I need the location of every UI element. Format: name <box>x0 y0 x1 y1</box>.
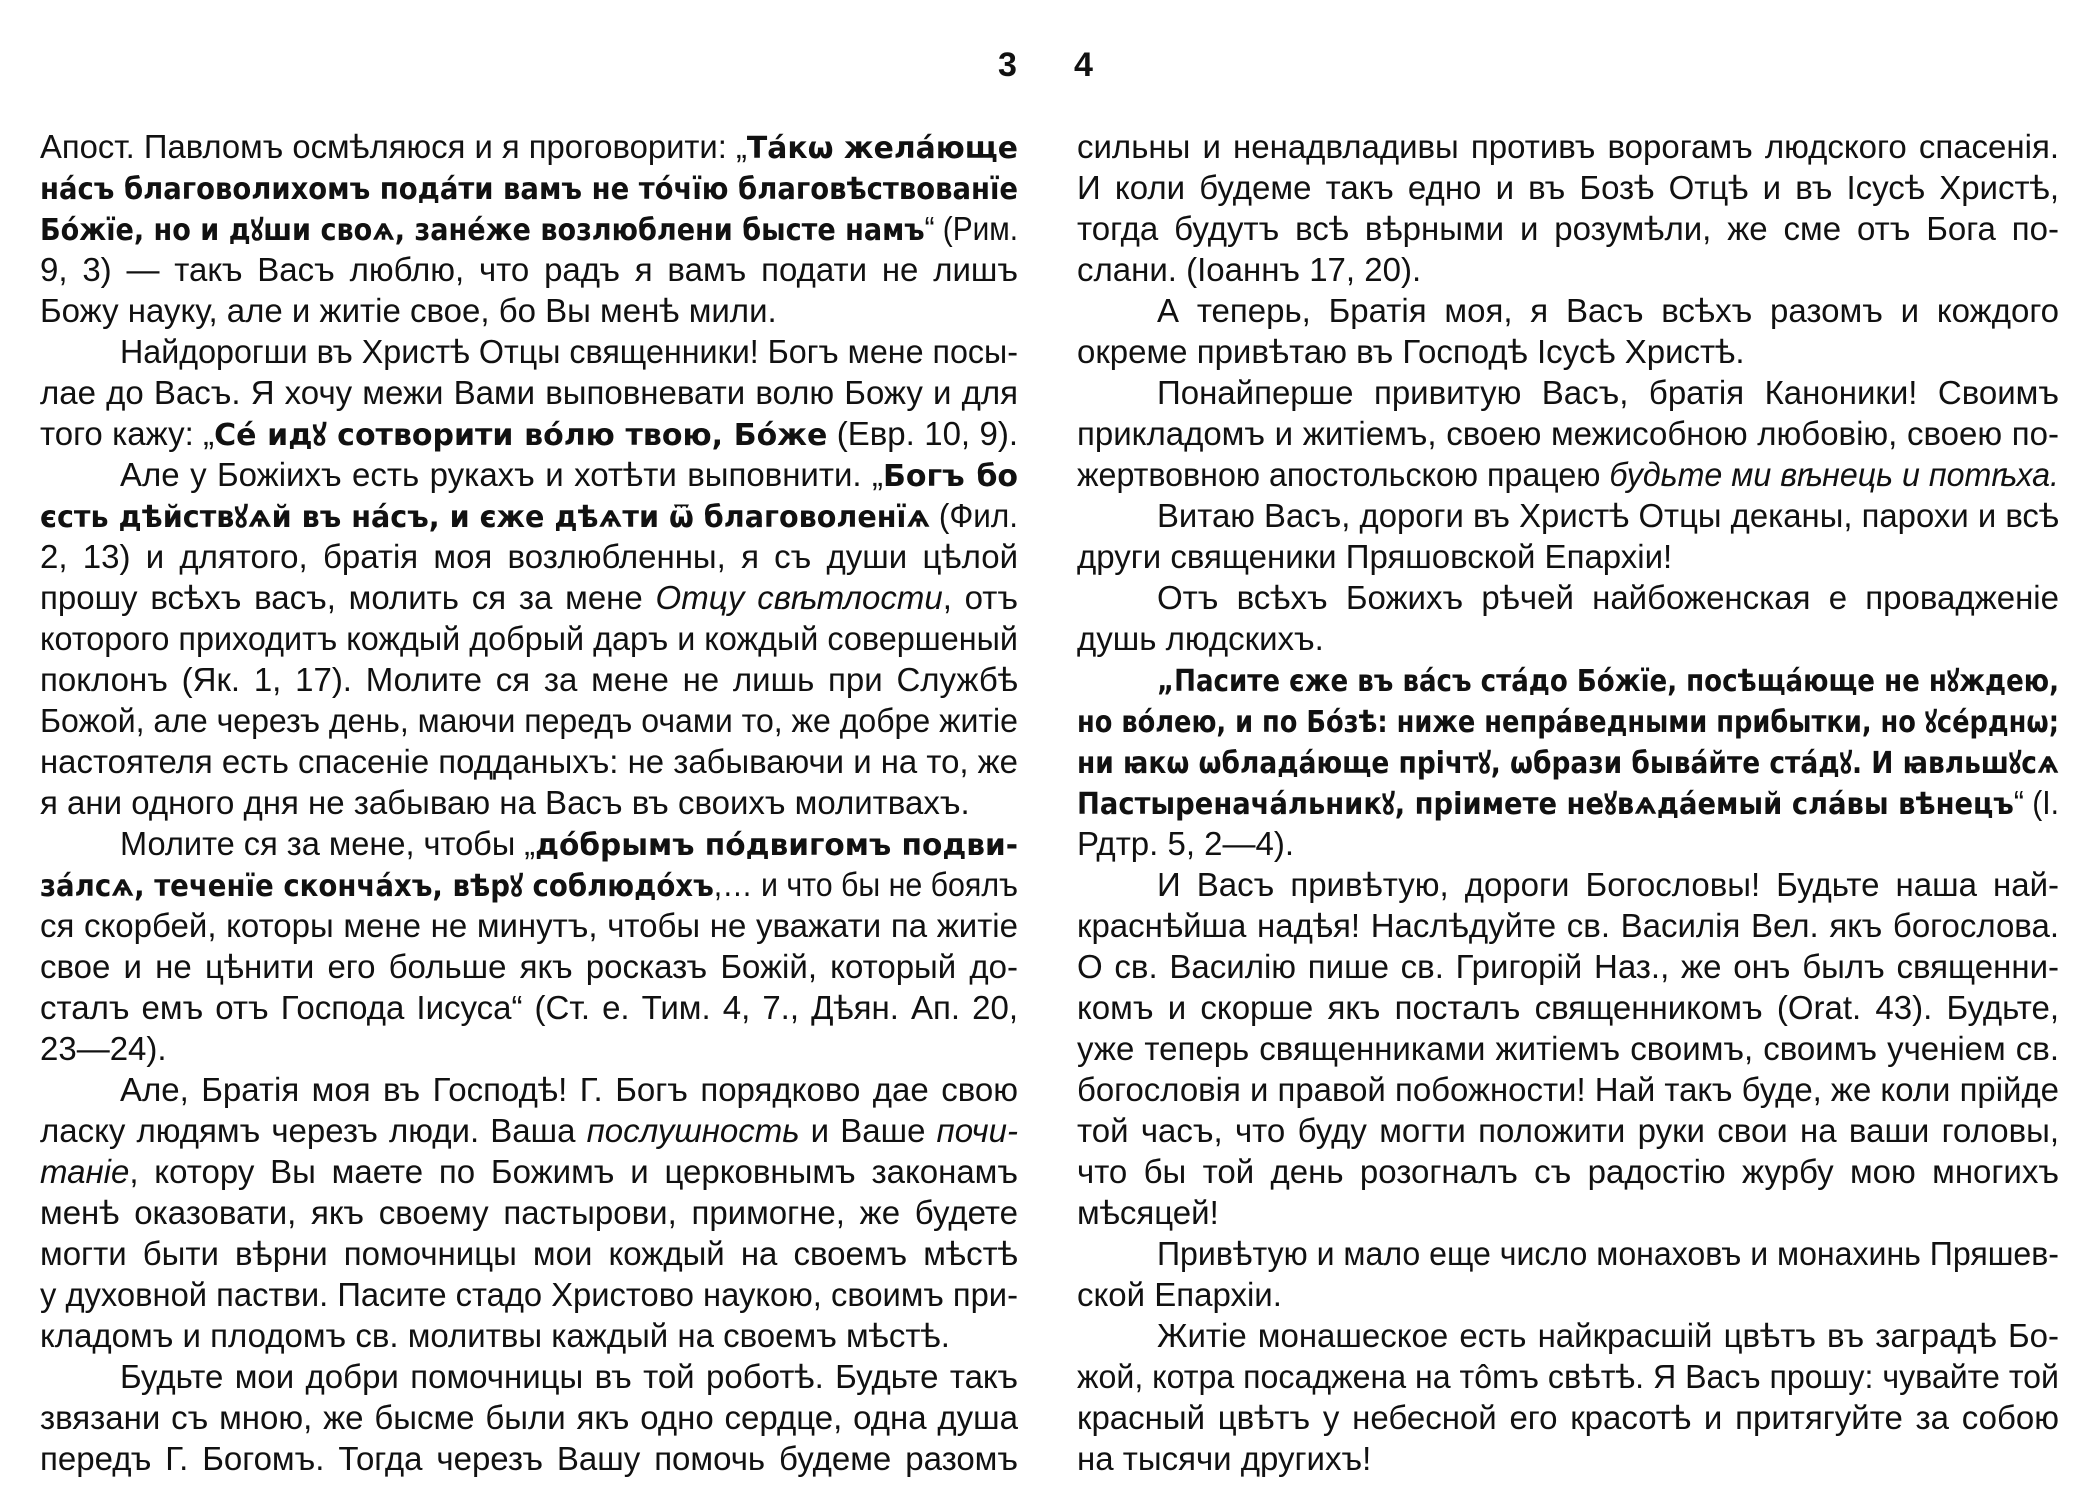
text-segment: Будьте мои добри помочницы въ той роботѣ. Будьте такъ <box>120 1358 1018 1395</box>
text-segment: О св. Василію пише св. Григорій Наз., же онъ былъ священни- <box>1077 948 2059 985</box>
text-line <box>1077 495 2059 536</box>
text-line <box>40 208 1018 249</box>
text-line <box>40 1233 1018 1274</box>
text-line <box>1077 372 2059 413</box>
text-segment: уже теперь священниками житіемъ своимъ, своимъ ученіем св. <box>1077 1030 2059 1067</box>
text-segment: Але, Братія моя въ Господѣ! Г. Богъ порядково дае свою <box>120 1071 1018 1108</box>
text-line <box>40 946 1018 987</box>
text-line <box>1077 208 2059 249</box>
church-slavonic-quote: „Пасите єже въ вáсъ стáдо Бóжїе, посѣщáюще не нꙋждею, <box>1157 664 2059 699</box>
text-segment: Витаю Васъ, дороги въ Христѣ Отцы деканы, парохи и всѣ <box>1157 497 2059 534</box>
text-segment: Найдорогши въ Христѣ Отцы священники! Богъ мене посы- <box>120 333 1018 370</box>
text-line <box>40 1397 1018 1438</box>
text-segment: прошу всѣхъ васъ, молить ся за мене <box>40 579 656 616</box>
text-segment: 23—24). <box>40 1030 167 1067</box>
text-line <box>1077 577 2059 618</box>
text-line <box>1077 741 2059 782</box>
text-line <box>40 126 1018 167</box>
text-segment: ,… и что бы не боялъ <box>713 866 1018 903</box>
text-line <box>40 1356 1018 1397</box>
text-line <box>1077 1274 2059 1315</box>
text-line <box>40 495 1018 536</box>
text-line <box>1077 1397 2059 1438</box>
text-line <box>40 1069 1018 1110</box>
text-segment: сильны и ненадвладивы противъ ворогамъ людского спасенія. <box>1077 128 2059 165</box>
text-line <box>1077 536 2059 577</box>
text-line <box>1077 987 2059 1028</box>
text-line <box>1077 1028 2059 1069</box>
text-segment: которого приходитъ кождый добрый даръ и кождый совершеный <box>40 620 1018 657</box>
text-segment: я ани одного дня не забываю на Васъ въ своихъ молитвахъ. <box>40 784 970 821</box>
church-slavonic-quote: Бóжїе, но и дꙋши своѧ, занéже возлюблени бысте намъ <box>40 213 925 248</box>
text-segment: “ (I. <box>2013 784 2059 821</box>
text-line <box>1077 1233 2059 1274</box>
church-slavonic-quote: Пастыреначáльникꙋ, пріимете неꙋвѧдáемый слáвы вѣнецъ <box>1077 787 2014 822</box>
church-slavonic-quote: єсть дѣйствꙋѧй въ нáсъ, и єже дѣѧти ѿ благоволенїѧ <box>40 500 931 535</box>
text-segment: жой, котра посаджена на тômъ свѣтѣ. Я Васъ прошу: чувайте той <box>1077 1358 2059 1395</box>
text-segment: комъ и скорше якъ посталъ священникомъ (Orat. 43). Будьте, <box>1077 989 2059 1026</box>
text-segment: И Васъ привѣтую, дороги Богословы! Будьте наша най- <box>1157 866 2059 903</box>
text-segment: , котору Вы маете по Божимъ и церковнымъ законамъ <box>129 1153 1018 1190</box>
text-line <box>40 536 1018 577</box>
text-segment: богословія и правой побожности! Най такъ буде, же коли прійде <box>1077 1071 2059 1108</box>
text-segment: Понайперше привитую Васъ, братія Каноники! Своимъ <box>1157 374 2059 411</box>
text-line <box>40 249 1018 290</box>
text-segment: что бы той день розогналъ съ радостію журбу мою многихъ <box>1077 1153 2059 1190</box>
text-line <box>1077 700 2059 741</box>
italic-text: послушность <box>586 1112 800 1149</box>
text-segment: красный цвѣтъ у небесной его красотѣ и притягуйте за собою <box>1077 1399 2059 1436</box>
text-line <box>40 413 1018 454</box>
italic-text: таніе <box>40 1153 130 1190</box>
text-line <box>40 782 1018 823</box>
text-segment: у духовной пастви. Пасите стадо Христово наукою, своимъ при- <box>40 1276 1018 1313</box>
text-segment: Але у Божіихъ есть рукахъ и хотѣти выповнити. „ <box>120 456 884 493</box>
church-slavonic-quote: Сé идꙋ сотворити вóлю твою, Бóже <box>214 418 828 453</box>
church-slavonic-quote: но вóлею, и по Бóзѣ: ниже непрáведными прибытки, но ꙋсéрднѡ; <box>1077 705 2059 740</box>
text-segment: Привѣтую и мало еще число монаховъ и монахинь Пряшев- <box>1157 1235 2059 1272</box>
text-line <box>1077 1315 2059 1356</box>
text-line <box>1077 1356 2059 1397</box>
text-line <box>40 290 1018 331</box>
text-segment: окреме привѣтаю въ Господѣ Ісусѣ Христѣ. <box>1077 333 1745 370</box>
text-segment: Молите ся за мене, чтобы „ <box>120 825 536 862</box>
text-segment: звязани съ мною, же бысме были якъ одно сердце, одна душа <box>40 1399 1018 1436</box>
text-segment: на тысячи другихъ! <box>1077 1440 1372 1477</box>
text-line <box>1077 331 2059 372</box>
text-segment: 2, 13) и длятого, братія моя возлюбленны, я съ души цѣлой <box>40 538 1018 575</box>
text-line <box>1077 290 2059 331</box>
text-line <box>1077 1438 2059 1479</box>
church-slavonic-quote: Тáкѡ желáюще <box>746 131 1018 166</box>
text-line <box>40 659 1018 700</box>
text-line <box>40 1192 1018 1233</box>
text-segment: Житіе монашеское есть найкрасшій цвѣтъ въ заградѣ Бо- <box>1157 1317 2059 1354</box>
text-segment: того кажу: „ <box>40 415 215 452</box>
text-line <box>40 823 1018 864</box>
text-segment: , отъ <box>942 579 1019 616</box>
text-segment: тогда будутъ всѣ вѣрными и розумѣли, же сме отъ Бога по- <box>1077 210 2059 247</box>
text-segment: менѣ оказовати, якъ своему пастырови, примогне, же будете <box>40 1194 1018 1231</box>
text-line <box>40 741 1018 782</box>
italic-text: будьте ми вѣнець и потѣха. <box>1609 456 2059 493</box>
church-slavonic-quote: Богъ бо <box>883 459 1019 494</box>
text-line <box>40 331 1018 372</box>
text-segment: душь людскихъ. <box>1077 620 1324 657</box>
page-number-right: 4 <box>1074 46 1093 84</box>
text-line <box>40 1151 1018 1192</box>
text-line <box>1077 823 2059 864</box>
text-line <box>1077 618 2059 659</box>
left-page-text-column <box>40 126 1018 1479</box>
text-segment: Апост. Павломъ осмѣляюся и я проговорити: „ <box>40 128 747 165</box>
text-line <box>1077 864 2059 905</box>
text-line <box>40 905 1018 946</box>
text-line <box>40 167 1018 208</box>
text-segment: мѣсяцей! <box>1077 1194 1219 1231</box>
text-line <box>1077 905 2059 946</box>
text-line <box>40 1028 1018 1069</box>
text-line <box>1077 454 2059 495</box>
text-segment: А теперь, Братія моя, я Васъ всѣхъ разомъ и кождого <box>1157 292 2059 329</box>
text-segment: други священики Пряшовской Епархіи! <box>1077 538 1673 575</box>
church-slavonic-quote: ни ꙗкѡ ѡбладáюще прічтꙋ, ѡбрази бывáйте стáдꙋ. И ꙗвльшꙋсѧ <box>1077 746 2059 781</box>
text-segment: жертвовною апостольскою працею <box>1077 456 1610 493</box>
text-segment: лае до Васъ. Я хочу межи Вами выповневати волю Божу и для <box>40 374 1018 411</box>
text-line <box>40 1110 1018 1151</box>
text-line <box>1077 1069 2059 1110</box>
church-slavonic-quote: дóбрымъ пóдвигомъ подви- <box>535 828 1018 863</box>
text-line <box>40 1315 1018 1356</box>
right-page-text-column <box>1077 126 2059 1479</box>
text-segment: той часъ, что буду могти положити руки свои на ваши головы, <box>1077 1112 2059 1149</box>
text-line <box>40 577 1018 618</box>
text-line <box>1077 946 2059 987</box>
text-segment: поклонъ (Як. 1, 17). Молите ся за мене не лишь при Службѣ <box>40 661 1018 698</box>
text-line <box>40 1274 1018 1315</box>
text-segment: слани. (Іоаннъ 17, 20). <box>1077 251 1422 288</box>
text-segment: ской Епархіи. <box>1077 1276 1282 1313</box>
church-slavonic-quote: зáлсѧ, теченїе скончáхъ, вѣрꙋ соблюдóхъ <box>40 869 714 904</box>
text-segment: настоятеля есть спасеніе подданыхъ: не забываючи и на то, же <box>40 743 1018 780</box>
text-segment: краснѣйша надѣя! Наслѣдуйте св. Василія Вел. якъ богослова. <box>1077 907 2059 944</box>
text-segment: (Фил. <box>930 497 1018 534</box>
text-line <box>1077 1151 2059 1192</box>
text-segment: Отъ всѣхъ Божихъ рѣчей найбоженская е провадженіе <box>1157 579 2059 616</box>
text-segment: Божу науку, але и житіе свое, бо Вы менѣ мили. <box>40 292 777 329</box>
text-segment: прикладомъ и житіемъ, своею межисобною любовію, своею по- <box>1077 415 2059 452</box>
italic-text: Отцу свѣтлости <box>655 579 943 616</box>
text-line <box>40 987 1018 1028</box>
text-segment: могти быти вѣрни помочницы мои кождый на своемъ мѣстѣ <box>40 1235 1018 1272</box>
text-line <box>40 700 1018 741</box>
page-number-left: 3 <box>998 46 1017 84</box>
text-segment: свое и не цѣнити его больше якъ росказъ Божій, который до- <box>40 948 1018 985</box>
text-line <box>40 372 1018 413</box>
text-line <box>1077 1192 2059 1233</box>
text-segment: и Ваше <box>799 1112 937 1149</box>
text-segment: “ (Рим. <box>924 210 1018 247</box>
text-segment: кладомъ и плодомъ св. молитвы каждый на своемъ мѣстѣ. <box>40 1317 950 1354</box>
italic-text: почи- <box>936 1112 1018 1149</box>
text-segment: (Евр. 10, 9). <box>827 415 1018 452</box>
text-line <box>40 1438 1018 1479</box>
text-segment: И коли будеме такъ едно и въ Бозѣ Отцѣ и въ Ісусѣ Христѣ, <box>1077 169 2059 206</box>
church-slavonic-quote: нáсъ благоволихомъ подáти вамъ не тóчїю благовѣствованїе <box>40 172 1018 207</box>
text-segment: 9, 3) — такъ Васъ люблю, что радъ я вамъ подати не лишъ <box>40 251 1018 288</box>
text-segment: ся скорбей, которы мене не минутъ, чтобы не уважати па житіе <box>40 907 1018 944</box>
text-segment: сталъ емъ отъ Господа Іисуса“ (Ст. е. Тим. 4, 7., Дѣян. Ап. 20, <box>40 989 1018 1026</box>
text-line <box>1077 126 2059 167</box>
text-segment: Божой, але черезъ день, маючи передъ очами то, же добре житіе <box>40 702 1018 739</box>
text-line <box>40 618 1018 659</box>
text-line <box>1077 249 2059 290</box>
text-line <box>1077 659 2059 700</box>
text-segment: передъ Г. Богомъ. Тогда черезъ Вашу помочь будеме разомъ <box>40 1440 1018 1477</box>
text-line <box>40 454 1018 495</box>
text-line <box>40 864 1018 905</box>
text-line <box>1077 167 2059 208</box>
text-line <box>1077 413 2059 454</box>
text-segment: ласку людямъ черезъ люди. Ваша <box>40 1112 587 1149</box>
text-line <box>1077 782 2059 823</box>
text-segment: Рдтр. 5, 2—4). <box>1077 825 1295 862</box>
text-line <box>1077 1110 2059 1151</box>
